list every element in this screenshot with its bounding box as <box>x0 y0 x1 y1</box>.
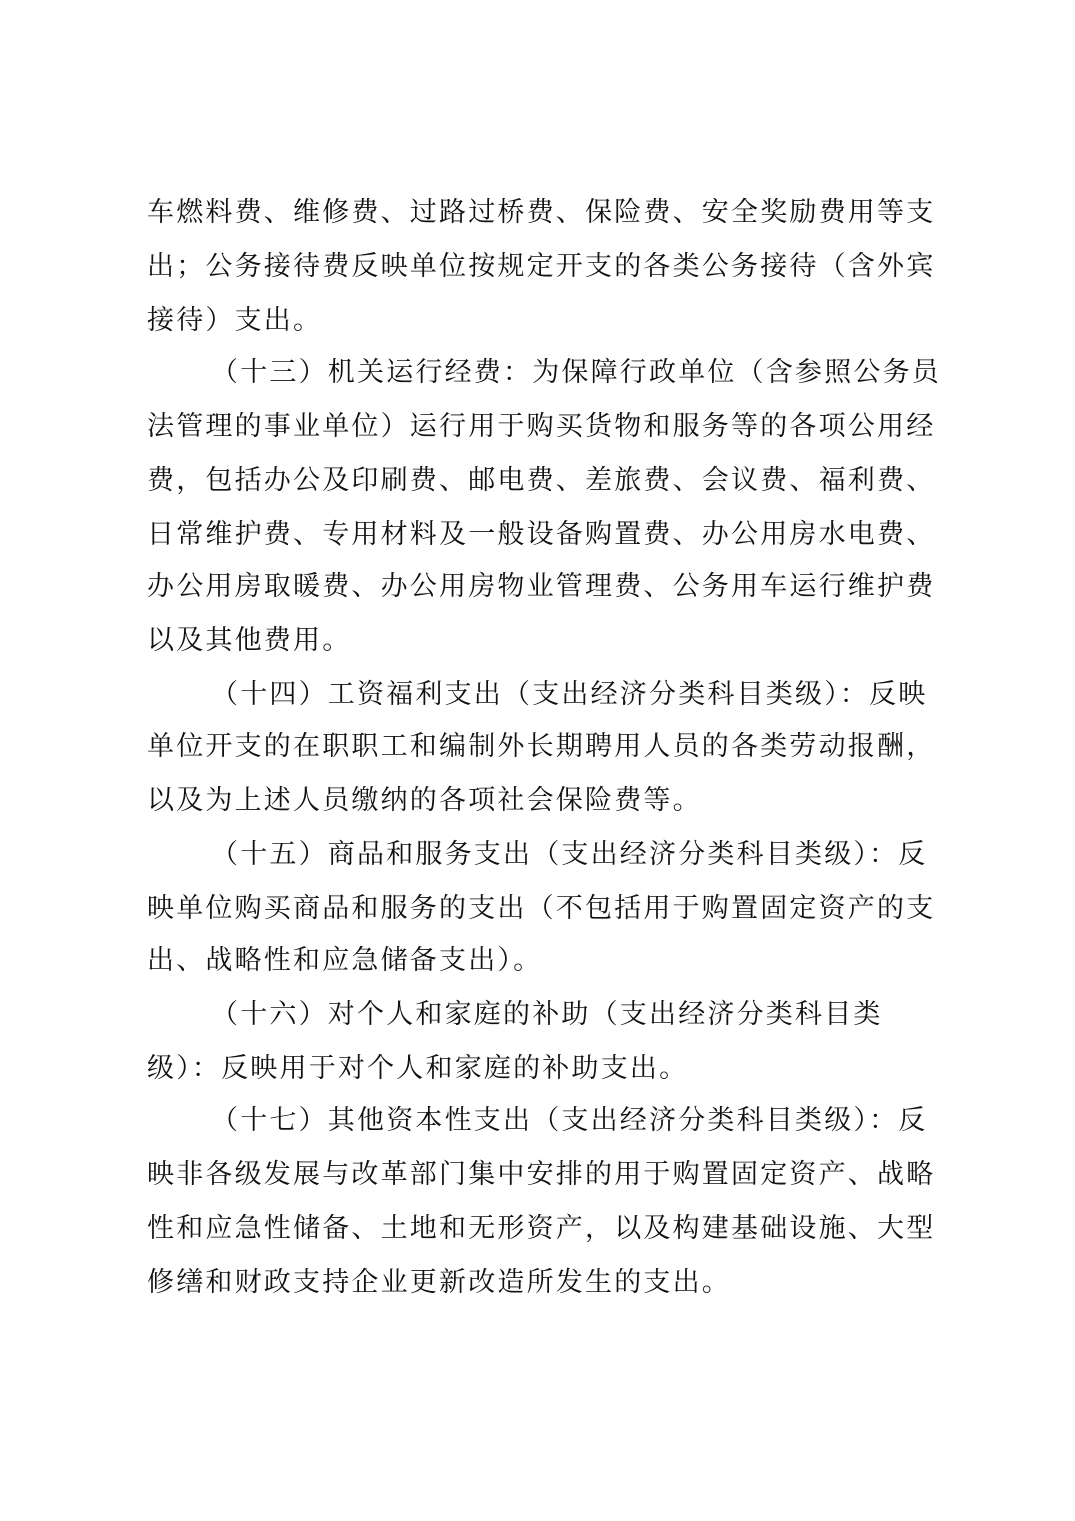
text-line: 性和应急性储备、土地和无形资产，以及构建基础设施、大型 <box>147 1213 936 1244</box>
text-line: 日常维护费、专用材料及一般设备购置费、办公用房水电费、 <box>147 519 936 550</box>
text-line: 出；公务接待费反映单位按规定开支的各类公务接待（含外宾 <box>147 251 936 282</box>
text-line: 费，包括办公及印刷费、邮电费、差旅费、会议费、福利费、 <box>147 465 936 496</box>
text-line: 映单位购买商品和服务的支出（不包括用于购置固定资产的支 <box>147 893 936 924</box>
paragraph-16-first-line: （十六）对个人和家庭的补助（支出经济分类科目类 <box>211 999 883 1030</box>
text-line: 车燃料费、维修费、过路过桥费、保险费、安全奖励费用等支 <box>147 197 936 228</box>
paragraph-13-first-line: （十三）机关运行经费：为保障行政单位（含参照公务员 <box>211 357 941 388</box>
text-line: 以及为上述人员缴纳的各项社会保险费等。 <box>147 785 702 816</box>
paragraph-14-first-line: （十四）工资福利支出（支出经济分类科目类级）：反映 <box>211 679 928 710</box>
text-line: 以及其他费用。 <box>147 625 352 656</box>
text-line: 单位开支的在职职工和编制外长期聘用人员的各类劳动报酬， <box>147 731 936 762</box>
text-line: 修缮和财政支持企业更新改造所发生的支出。 <box>147 1267 731 1298</box>
paragraph-15-first-line: （十五）商品和服务支出（支出经济分类科目类级）：反 <box>211 839 928 870</box>
text-line: 接待）支出。 <box>147 305 323 336</box>
paragraph-17-first-line: （十七）其他资本性支出（支出经济分类科目类级）：反 <box>211 1105 928 1136</box>
text-line: 法管理的事业单位）运行用于购买货物和服务等的各项公用经 <box>147 411 936 442</box>
text-line: 级）：反映用于对个人和家庭的补助支出。 <box>147 1053 689 1084</box>
text-line: 映非各级发展与改革部门集中安排的用于购置固定资产、战略 <box>147 1159 936 1190</box>
text-line: 出、战略性和应急储备支出）。 <box>147 945 543 976</box>
text-line: 办公用房取暖费、办公用房物业管理费、公务用车运行维护费 <box>147 571 936 602</box>
